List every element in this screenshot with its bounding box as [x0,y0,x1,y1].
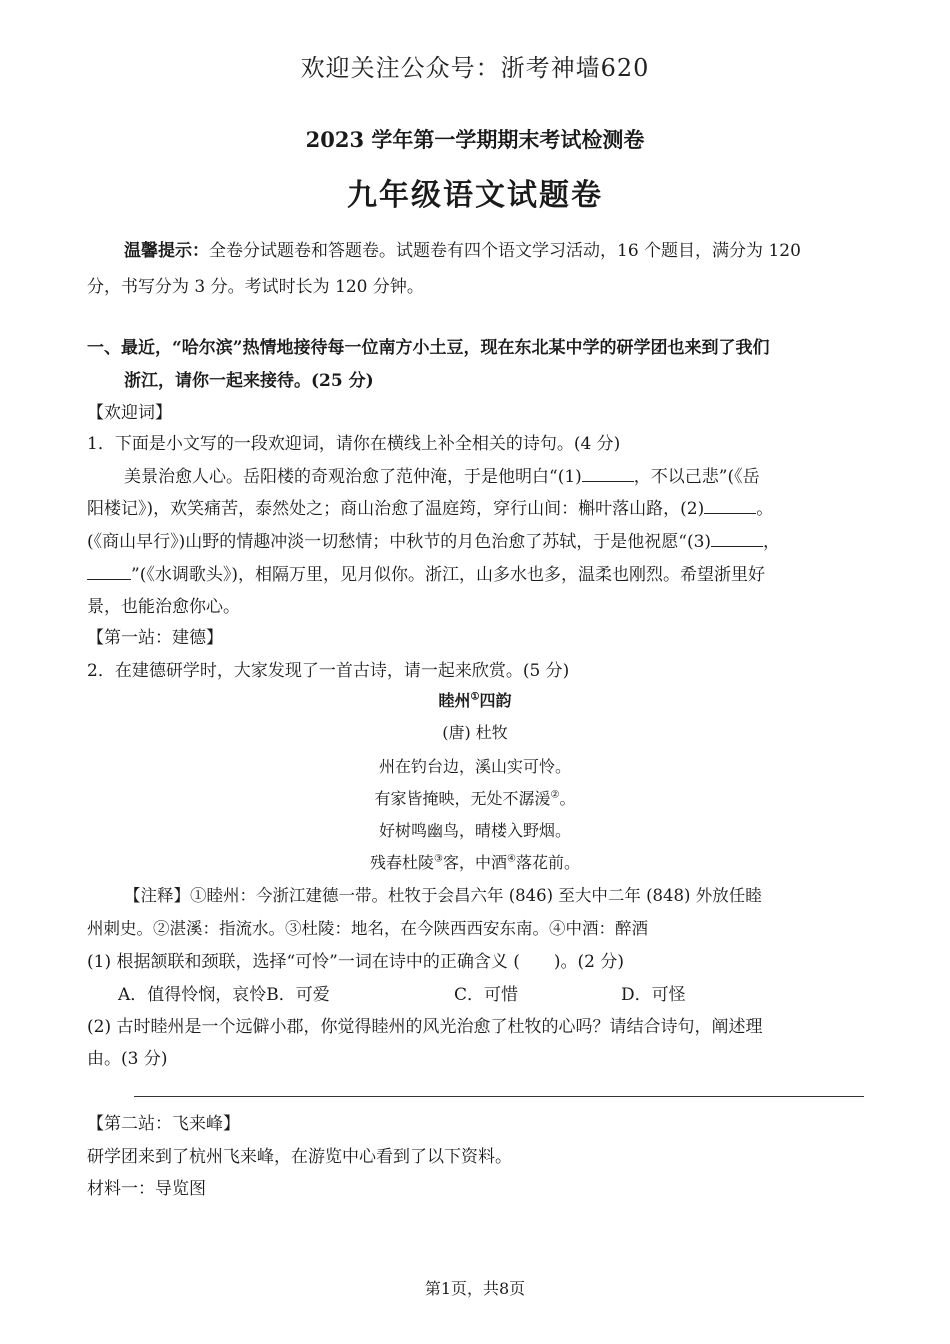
welcome-line-3: (《商山早行》)山野的情趣冲淡一切愁情；中秋节的月色治愈了苏轼，于是他祝愿“(3) ， [87,532,781,552]
welcome-heading: 【欢迎词】 [87,403,172,423]
material-1-label: 材料一：导览图 [87,1179,206,1199]
option-c: C．可惜 [454,985,519,1005]
notes-line-1: 【注释】①睦州：今浙江建德一带。杜牧于会昌六年 (846) 至大中二年 (848) 外放任睦 [124,886,762,905]
answer-blank-2[interactable] [704,499,756,514]
tip-line-1 [124,236,801,261]
poem-title: 睦州①四韵 [438,691,512,710]
welcome-line-2: 阳楼记》)，欢笑痛苦，泰然处之；商山治愈了温庭筠，穿行山间：槲叶落山路，(2) 。 [87,499,774,519]
section1-heading-cont: 浙江，请你一起来接待。(25 分) [124,371,374,391]
welcome-line-1: 美景治愈人心。岳阳楼的奇观治愈了范仲淹，于是他明白“(1) ，不以己悲”(《岳 [124,467,760,487]
welcome-line-4: ”(《水调歌头》)，相隔万里，见月似你。浙江，山多水也多，温柔也刚烈。希望浙里好 [87,560,765,585]
exam-title: 2023 学年第一学期期末考试检测卷 [305,127,645,152]
tip-line-2: 分，书写分为 3 分。考试时长为 120 分钟。 [87,277,424,297]
question-2-2-cont: 由。(3 分) [87,1049,168,1069]
question-2-1: (1) 根据颔联和颈联，选择“可怜”一词在诗中的正确含义 ( )。(2 分) [87,952,625,972]
answer-blank-3[interactable] [711,532,763,547]
tip-label: 温馨提示： [124,241,209,261]
notes-line-2: 州刺史。②湛溪：指流水。③杜陵：地名，在今陕西西安东南。④中酒：醉酒 [87,919,648,938]
question-2: 2．在建德研学时，大家发现了一首古诗，请一起来欣赏。(5 分) [87,661,570,681]
poem-author: (唐) 杜牧 [442,723,508,742]
poem-line-4: 残春杜陵③客，中酒④落花前。 [370,853,580,872]
poem-line-3: 好树鸣幽鸟，晴楼入野烟。 [378,821,571,840]
wechat-banner: 欢迎关注公众号：浙考神墙620 [300,54,650,82]
answer-blank-1[interactable] [582,467,634,482]
question-2-2: (2) 古时睦州是一个远僻小郡，你觉得睦州的风光治愈了杜牧的心吗？请结合诗句，阐述理 [87,1017,763,1037]
page-number: 第1页，共8页 [424,1279,526,1298]
station1-heading: 【第一站：建德】 [87,628,223,648]
option-a-b: A．值得怜悯，哀怜B．可爱 [118,985,330,1005]
station2-heading: 【第二站：飞来峰】 [87,1114,240,1134]
answer-line[interactable] [134,1096,864,1097]
answer-blank-4[interactable] [87,565,131,580]
option-d: D．可怪 [621,985,686,1005]
welcome-line-5: 景，也能治愈你心。 [87,597,240,617]
tip-text: 全卷分试题卷和答题卷。试题卷有四个语文学习活动，16 个题目，满分为 120 [209,241,801,261]
poem-line-1: 州在钓台边，溪山实可怜。 [378,757,571,776]
question-1: 1．下面是小文写的一段欢迎词，请你在横线上补全相关的诗句。(4 分) [87,434,621,454]
main-title: 九年级语文试题卷 [347,178,603,213]
section1-heading: 一、最近，“哈尔滨”热情地接待每一位南方小土豆，现在东北某中学的研学团也来到了我们 [87,338,770,358]
station2-intro: 研学团来到了杭州飞来峰，在游览中心看到了以下资料。 [87,1147,512,1167]
poem-line-2: 有家皆掩映，无处不潺湲②。 [374,789,576,808]
